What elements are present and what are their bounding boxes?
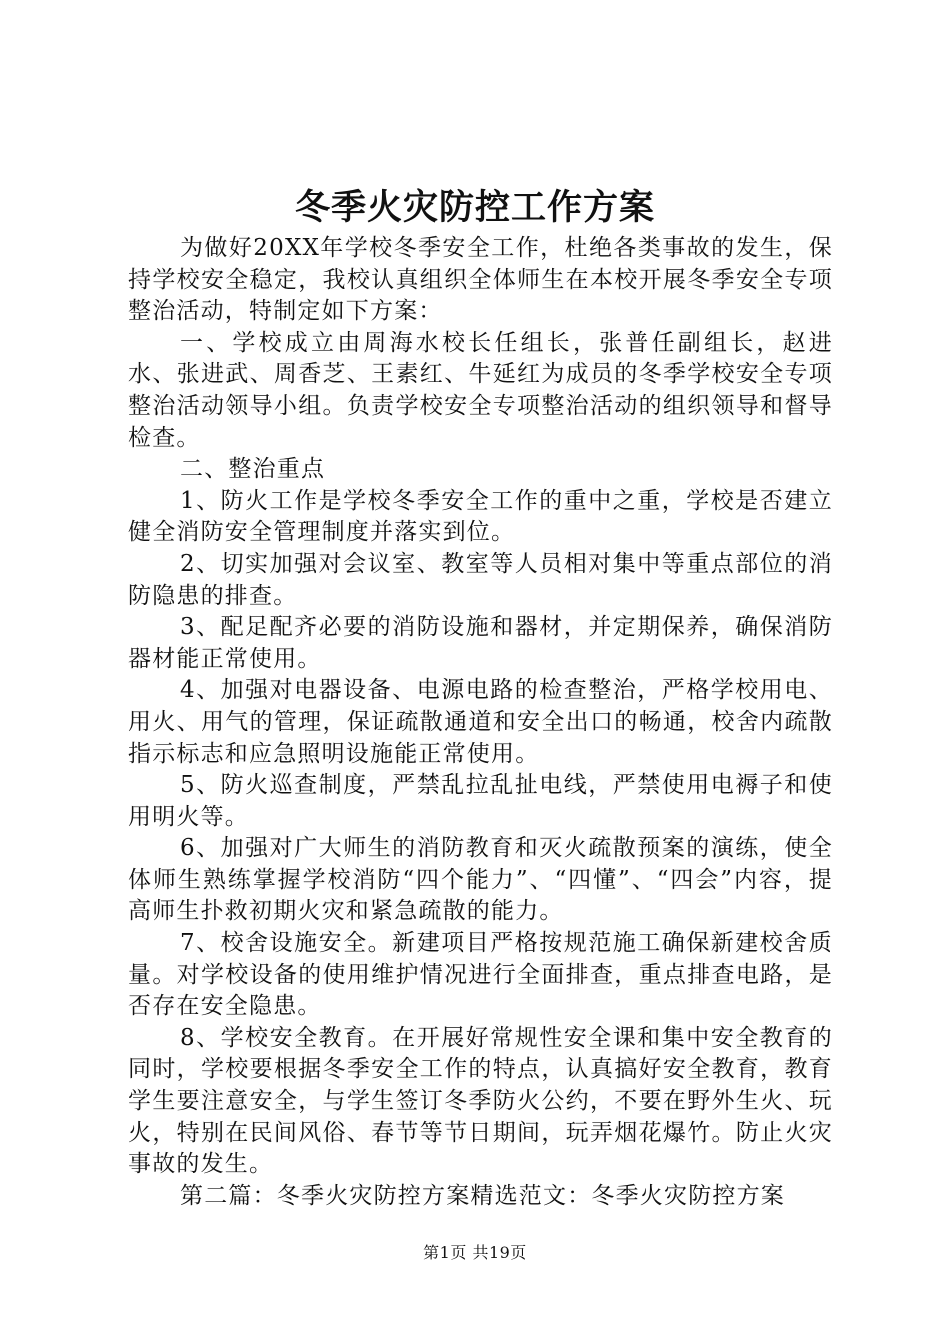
paragraph-item-8: 8、学校安全教育。在开展好常规性安全课和集中安全教育的同时，学校要根据冬季安全工作的特点，认真搞好安全教育，教育学生要注意安全，与学生签订冬季防火公约，不要在野外生火、玩火，特别在民间风俗、春节等节日期间，玩弄烟花爆竹。防止火灾事故的发生。 xyxy=(128,1024,833,1178)
paragraph-item-5: 5、防火巡查制度，严禁乱拉乱扯电线，严禁使用电褥子和使用明火等。 xyxy=(128,772,833,830)
paragraph-second-article: 第二篇：冬季火灾防控方案精选范文：冬季火灾防控方案 xyxy=(180,1182,785,1209)
paragraph-item-4: 4、加强对电器设备、电源电路的检查整治，严格学校用电、用火、用气的管理，保证疏散通道和安全出口的畅通，校舍内疏散指示标志和应急照明设施能正常使用。 xyxy=(128,677,833,767)
paragraph-item-6: 6、加强对广大师生的消防教育和灭火疏散预案的演练，使全体师生熟练掌握学校消防“四个能力”、“四懂”、“四会”内容，提高师生扑救初期火灾和紧急疏散的能力。 xyxy=(128,835,833,925)
paragraph-item-7: 7、校舍设施安全。新建项目严格按规范施工确保新建校舍质量。对学校设备的使用维护情况进行全面排查，重点排查电路，是否存在安全隐患。 xyxy=(128,930,833,1020)
page-footer: 第1页 共19页 xyxy=(423,1243,527,1262)
paragraph-item-3: 3、配足配齐必要的消防设施和器材，并定期保养，确保消防器材能正常使用。 xyxy=(128,614,833,672)
document-title: 冬季火灾防控工作方案 xyxy=(294,187,655,228)
paragraph-section-heading: 二、整治重点 xyxy=(180,456,326,483)
paragraph-item-1: 1、防火工作是学校冬季安全工作的重中之重，学校是否建立健全消防安全管理制度并落实到位。 xyxy=(128,487,833,546)
paragraph-item-2: 2、切实加强对会议室、教室等人员相对集中等重点部位的消防隐患的排查。 xyxy=(128,550,833,609)
paragraph-intro: 为做好20XX年学校冬季安全工作，杜绝各类事故的发生，保持学校安全稳定，我校认真组织全体师生在本校开展冬季安全专项整治活动，特制定如下方案： xyxy=(128,235,833,325)
document-body xyxy=(128,233,833,1212)
paragraph-leadership-group: 一、学校成立由周海水校长任组长，张普任副组长，赵进水、张进武、周香芝、王素红、牛延红为成员的冬季学校安全专项整治活动领导小组。负责学校安全专项整治活动的组织领导和督导检查。 xyxy=(128,329,833,451)
